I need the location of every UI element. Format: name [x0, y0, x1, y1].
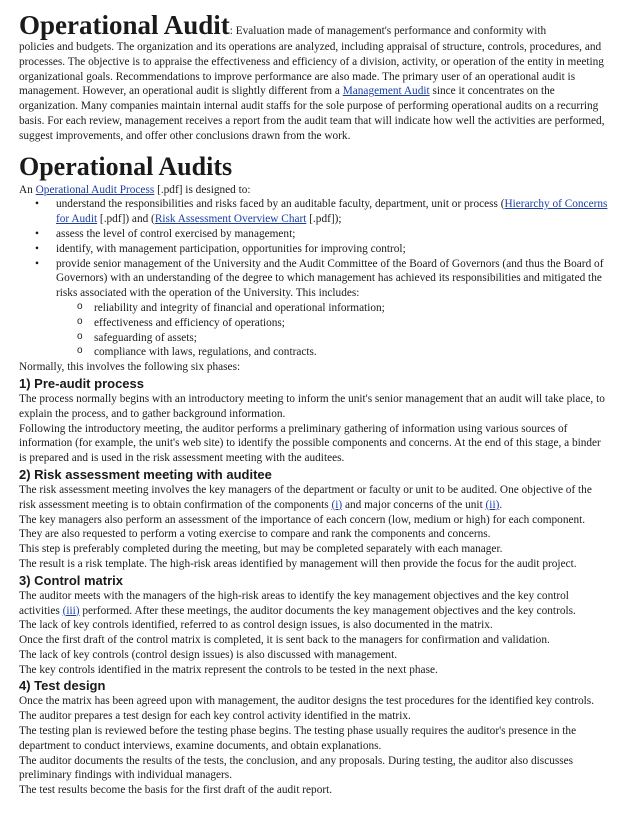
step-2-paragraph: The result is a risk template. The high-risk areas identified by management will then provide the focus for the audit project.	[19, 557, 577, 570]
includes-sublist	[19, 301, 609, 360]
step-3-paragraph: The lack of key controls identified, referred to as control design issues, is also documented in the matrix.	[19, 619, 493, 632]
footnote-iii-link[interactable]: (iii)	[62, 604, 80, 617]
step-4-paragraph: Once the matrix has been agreed upon with management, the auditor designs the test procedures for the identified key controls. The auditor prepares a test design for each key control activity identified in the matrix.	[19, 695, 595, 723]
intro-text-after: since it concentrates on the organization. Many companies maintain internal audit staffs for the sole purpose of performing operational audits on a recurring basis. For each review, management receives a report from the audit team that will indicate how well the activities are performed, suggest improvements, and offer other conclusions drawn from the work.	[19, 85, 605, 142]
title-continuation: : Evaluation made of management's performance and conformity with	[229, 25, 547, 37]
step-1-paragraph: The process normally begins with an introductory meeting to inform the unit's senior management that an audit will take place, to explain the process, and to gather background information.	[19, 392, 605, 420]
step-3-paragraph: The lack of key controls (control design issues) is also discussed with management.	[19, 648, 398, 661]
bullet-icon: •	[35, 198, 39, 211]
risk-assessment-chart-link[interactable]: Risk Assessment Overview Chart	[154, 213, 307, 226]
circle-bullet-icon: o	[77, 330, 83, 342]
bullet-icon: •	[35, 227, 39, 240]
step-3-paragraph: The auditor meets with the managers of the high-risk areas to identify the key management objectives and the key control activities (iii) performed. After these meetings, the auditor documents the key management objectives and the key controls.	[19, 589, 576, 617]
page-title: Operational Audit	[19, 10, 230, 40]
list-item: • provide senior management of the University and the Audit Committee of the Board of Governors (and thus the Board of Governors) with an understanding of the degree to which management has achieved its responsibilities and mitigated the risks associated with the operation of the University. This includes:	[35, 257, 604, 300]
sub-list-item: o safeguarding of assets;	[77, 330, 197, 344]
document-page	[19, 10, 609, 798]
step-2-paragraph: This step is preferably completed during the meeting, but may be completed separately with each manager.	[19, 543, 503, 556]
step-3-paragraph: The key controls identified in the matrix represent the controls to be tested in the next phase.	[19, 663, 438, 676]
section-intro: An Operational Audit Process [.pdf] is designed to:	[19, 183, 251, 196]
sub-list-item: o effectiveness and efficiency of operations;	[77, 315, 285, 329]
step-4-paragraph: The auditor documents the results of the tests, the conclusion, and any proposals. During testing, the auditor also discusses preliminary findings with individual managers.	[19, 754, 574, 782]
sub-list-item: o reliability and integrity of financial and operational information;	[77, 300, 385, 314]
section-title: Operational Audits	[19, 151, 233, 181]
list-item: • understand the responsibilities and risks faced by an auditable faculty, department, unit or process (Hierarchy of Concerns for Audit [.pdf]) and (Risk Assessment Overview Chart [.pdf]);	[35, 198, 608, 226]
list-item: • assess the level of control exercised by management;	[35, 227, 296, 240]
hierarchy-of-concerns-link[interactable]: Hierarchy of Concerns for Audit	[56, 198, 608, 226]
step-4-heading: 4) Test design	[19, 678, 106, 694]
circle-bullet-icon: o	[77, 300, 83, 312]
list-item: • identify, with management participation, opportunities for improving control;	[35, 242, 406, 255]
bullet-icon: •	[35, 242, 39, 255]
intro-paragraph	[19, 10, 609, 144]
phases-intro: Normally, this involves the following six phases:	[19, 361, 241, 374]
step-3-paragraph: Once the first draft of the control matrix is completed, it is sent back to the managers for confirmation and validation.	[19, 634, 550, 647]
objectives-list	[19, 197, 609, 301]
step-4-paragraph: The testing plan is reviewed before the testing phase begins. The testing phase usually requires the auditor's presence in the department to conduct interviews, examine documents, and obtain explanations.	[19, 725, 577, 752]
step-3-heading: 3) Control matrix	[19, 572, 124, 588]
circle-bullet-icon: o	[77, 315, 83, 327]
footnote-i-link[interactable]: (i)	[331, 498, 343, 511]
step-2-paragraph: The risk assessment meeting involves the key managers of the department or faculty or unit to be audited. One objective of the risk assessment meeting is to obtain confirmation of the components (i) and major concerns of the unit (ii).	[19, 483, 592, 511]
step-4-paragraph: The test results become the basis for the first draft of the audit report.	[19, 784, 333, 797]
bullet-icon: •	[35, 257, 39, 270]
step-2-heading: 2) Risk assessment meeting with auditee	[19, 466, 272, 482]
step-2-paragraph: The key managers also perform an assessment of the importance of each concern (low, medium or high) for each component. They are also requested to perform a voting exercise to compare and rank the components and concerns.	[19, 513, 586, 541]
step-1-paragraph: Following the introductory meeting, the auditor performs a preliminary gathering of information using various sources of information (for example, the unit's web site) to identify the possible components and concerns. At the end of this stage, a binder is prepared and is used in the risk assessment meeting with the auditees.	[19, 422, 601, 465]
management-audit-link[interactable]: Management Audit	[342, 85, 430, 98]
footnote-ii-link[interactable]: (ii)	[485, 498, 500, 511]
circle-bullet-icon: o	[77, 345, 83, 357]
intro-text: policies and budgets. The organization and its operations are analyzed, including appraisal of structure, controls, procedures, and processes. The objective is to appraise the effectiveness and efficiency of a division, activity, or operation of the entity in meeting organizational goals. Recommendations to improve performance are also made. The primary user of an operational audit is management. However, an operational audit is slightly different from a	[19, 41, 604, 98]
sub-list-item: o compliance with laws, regulations, and contracts.	[77, 345, 317, 359]
step-1-heading: 1) Pre-audit process	[19, 375, 144, 391]
operational-audit-process-link[interactable]: Operational Audit Process	[35, 183, 155, 196]
